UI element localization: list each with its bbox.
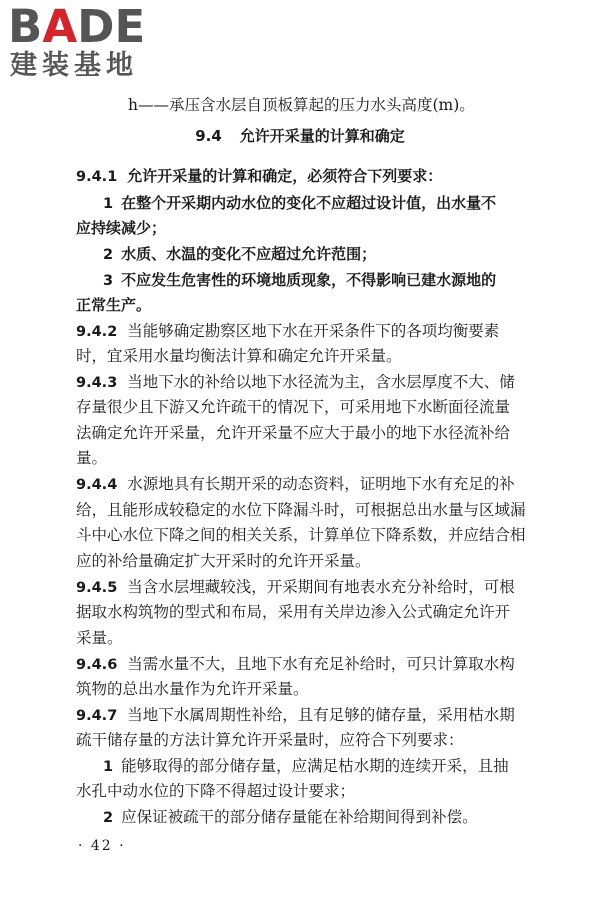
section-title-text: 允许开采量的计算和确定 [239, 127, 405, 145]
clause-9-4-7-item-1-cont: 水孔中动水位的下降不得超过设计要求； [76, 782, 356, 800]
clause-9-4-5-cont-1: 据取水构筑物的型式和布局，采用有关岸边渗入公式确定允许开 [76, 603, 511, 621]
item-text: 应保证被疏干的部分储存量能在补给期间得到补偿。 [121, 808, 478, 826]
clause-9-4-4 [76, 474, 515, 495]
clause-9-4-7-cont: 疏干储存量的方法计算允许开采量时，应符合下列要求： [76, 731, 464, 749]
clause-number: 9.4.5 [76, 580, 118, 596]
clause-number: 9.4.6 [76, 657, 118, 673]
clause-number: 9.4.7 [76, 708, 118, 724]
clause-text: 允许开采量的计算和确定，必须符合下列要求： [127, 167, 443, 185]
clause-number: 9.4.3 [76, 375, 118, 391]
clause-9-4-4-cont-2: 斗中心水位下降之间的相关关系，计算单位下降系数，并应结合相 [76, 526, 526, 544]
logo-letter-a: A [42, 0, 78, 53]
clause-9-4-3-cont-3: 量。 [76, 449, 108, 467]
clause-number: 9.4.1 [76, 169, 118, 185]
clause-9-4-1 [76, 166, 442, 187]
clause-9-4-2 [76, 321, 499, 342]
section-title [0, 126, 600, 146]
item-text: 能够取得的部分储存量，应满足枯水期的连续开采，且抽 [121, 757, 509, 775]
clause-text: 当地下水属周期性补给，且有足够的储存量，采用枯水期 [127, 706, 515, 724]
item-number: 2 [103, 810, 114, 826]
clause-text: 当需水量不大，且地下水有充足补给时，可只计算取水构 [127, 655, 515, 673]
clause-9-4-3 [76, 372, 515, 393]
clause-number: 9.4.2 [76, 324, 118, 340]
clause-text: 当含水层埋藏较浅，开采期间有地表水充分补给时，可根 [127, 578, 515, 596]
section-number: 9.4 [195, 127, 222, 145]
clause-9-4-4-cont-3: 应的补给量确定扩大开采时的允许开采量。 [76, 552, 371, 570]
item-number: 2 [103, 247, 114, 263]
item-text: 不应发生危害性的环境地质现象，不得影响已建水源地的 [121, 271, 497, 289]
clause-9-4-1-item-2 [103, 244, 376, 265]
clause-9-4-3-cont-2: 法确定允许开采量，允许开采量不应大于最小的地下水径流补给 [76, 424, 511, 442]
item-number: 1 [103, 196, 114, 212]
clause-number: 9.4.4 [76, 477, 118, 493]
clause-text: 当能够确定勘察区地下水在开采条件下的各项均衡要素 [127, 322, 500, 340]
item-number: 3 [103, 273, 114, 289]
clause-9-4-7-item-1 [103, 756, 509, 777]
page-number: · 42 · [78, 838, 126, 854]
clause-9-4-5 [76, 577, 515, 598]
clause-text: 当地下水的补给以地下水径流为主，含水层厚度不大、储 [127, 373, 515, 391]
clause-9-4-1-item-1 [103, 193, 496, 214]
logo-letter-b: B [8, 0, 43, 53]
clause-9-4-2-cont: 时，宜采用水量均衡法计算和确定允许开采量。 [76, 347, 402, 365]
item-text: 水质、水温的变化不应超过允许范围； [121, 245, 377, 263]
clause-9-4-6-cont: 筑物的总出水量作为允许开采量。 [76, 680, 309, 698]
item-text: 在整个开采期内动水位的变化不应超过设计值，出水量不 [121, 194, 497, 212]
clause-9-4-7 [76, 705, 515, 726]
clause-9-4-1-item-1-cont: 应持续减少； [76, 219, 167, 237]
clause-text: 水源地具有长期开采的动态资料，证明地下水有充足的补 [127, 475, 515, 493]
item-number: 1 [103, 759, 114, 775]
logo-wordmark [8, 0, 176, 53]
clause-9-4-7-item-2 [103, 807, 478, 828]
logo-letters-de: DE [77, 0, 146, 53]
definition-line: h——承压含水层自顶板算起的压力水头高度(m)。 [128, 96, 475, 114]
clause-9-4-6 [76, 654, 515, 675]
logo-subtitle: 建装基地 [10, 50, 138, 81]
clause-9-4-1-item-3-cont: 正常生产。 [76, 296, 152, 314]
clause-9-4-5-cont-2: 采量。 [76, 629, 123, 647]
clause-9-4-3-cont-1: 存量很少且下游又允许疏干的情况下，可采用地下水断面径流量 [76, 398, 511, 416]
logo [8, 0, 176, 88]
clause-9-4-4-cont-1: 给，且能形成较稳定的水位下降漏斗时，可根据总出水量与区域漏 [76, 501, 526, 519]
clause-9-4-1-item-3 [103, 270, 496, 291]
